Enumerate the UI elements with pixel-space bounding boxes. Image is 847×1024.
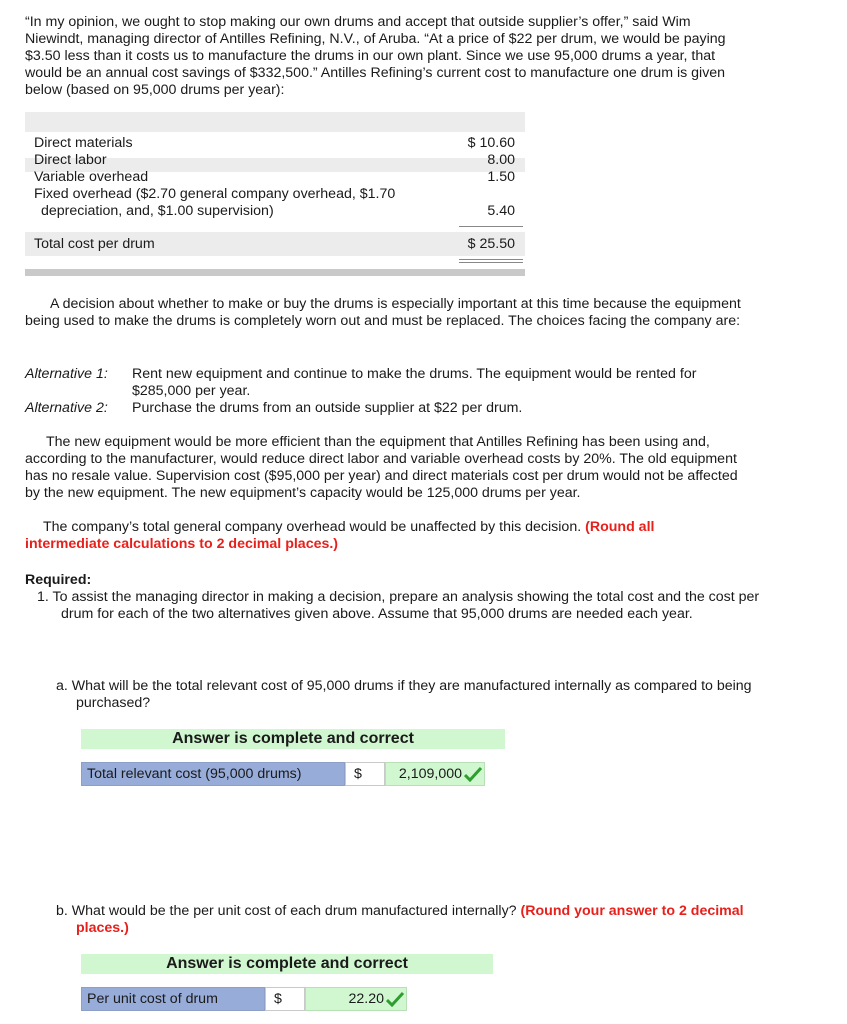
- table-total-row: Total cost per drum $ 25.50: [34, 236, 515, 252]
- total-relevant-cost-input[interactable]: 2,109,000: [385, 762, 485, 786]
- answer-row-b: [81, 987, 407, 1011]
- table-row: Direct labor 8.00: [34, 152, 515, 168]
- cost-table: [25, 112, 525, 276]
- rounding-note: (Round all intermediate calculations to 2 decimal places.): [25, 519, 655, 552]
- required-item-1: 1. To assist the managing director in making a decision, prepare an analysis showing the total cost and the cost per drum for each of the two alternatives given above. Assume that 95,000 drums are needed each year.: [37, 589, 760, 622]
- table-row: Fixed overhead ($2.70 general company overhead, $1.70 depreciation, and, $1.00 supervision) 5.40: [34, 186, 515, 219]
- per-unit-cost-label: Per unit cost of drum: [81, 987, 265, 1011]
- rounding-note-b: (Round your answer to 2 decimal places.): [76, 903, 744, 936]
- question-a: a. What will be the total relevant cost of 95,000 drums if they are manufactured internally as compared to being purchased?: [56, 678, 752, 711]
- answer-row-a: [81, 762, 485, 786]
- equipment-paragraph: The new equipment would be more efficient than the equipment that Antilles Refining has been using and, according to the manufacturer, would reduce direct labor and variable overhead costs by 20%. The old equipment has no resale value. Supervision cost ($95,000 per year) and direct materials cost per drum would not be affected by the new equipment. The new equipment’s capacity would be 125,000 drums per year.: [25, 434, 738, 501]
- required-heading: Required:: [25, 572, 92, 588]
- intro-paragraph: “In my opinion, we ought to stop making our own drums and accept that outside supplier’s offer,” said Wim Niewindt, managing director of Antilles Refining, N.V., of Aruba. “At a price of $22 per drum, we would be paying $3.50 less than it costs us to manufacture the drums in our own plant. Since we use 95,000 drums a year, that would be an annual cost savings of $332,500.” Antilles Refining’s current cost to manufacture one drum is given below (based on 95,000 drums per year):: [25, 14, 726, 98]
- total-relevant-cost-label: Total relevant cost (95,000 drums): [81, 762, 345, 786]
- answer-status-b: Answer is complete and correct: [81, 954, 493, 974]
- currency-symbol: $: [265, 987, 305, 1011]
- alternative-1: Alternative 1: Rent new equipment and continue to make the drums. The equipment would be rented for $285,000 per year.: [25, 366, 697, 399]
- table-header-band: [25, 112, 525, 132]
- question-b: b. What would be the per unit cost of each drum manufactured internally? (Round your answer to 2 decimal places.): [56, 903, 744, 936]
- table-row: Variable overhead 1.50: [34, 169, 515, 185]
- table-row: Direct materials $ 10.60: [34, 135, 515, 151]
- per-unit-cost-input[interactable]: 22.20: [305, 987, 407, 1011]
- alternative-2: Alternative 2: Purchase the drums from an outside supplier at $22 per drum.: [25, 400, 523, 416]
- decision-paragraph: A decision about whether to make or buy the drums is especially important at this time because the equipment being used to make the drums is completely worn out and must be replaced. The choices facing the company are:: [25, 296, 741, 329]
- checkmark-icon: [386, 991, 404, 1007]
- overhead-paragraph: The company’s total general company overhead would be unaffected by this decision. (Round all intermediate calculations to 2 decimal places.): [25, 519, 655, 552]
- currency-symbol: $: [345, 762, 385, 786]
- answer-status-a: Answer is complete and correct: [81, 729, 505, 749]
- checkmark-icon: [464, 766, 482, 782]
